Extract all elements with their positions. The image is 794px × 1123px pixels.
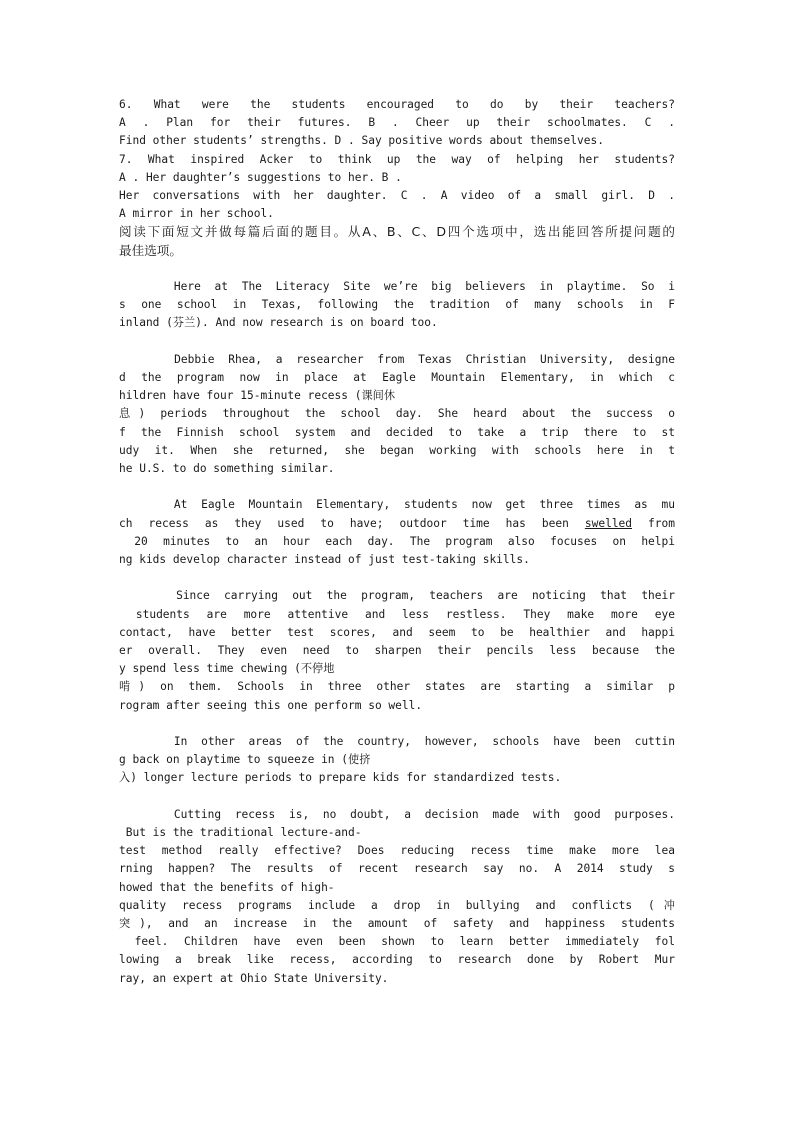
question-7-options-line-3: A mirror in her school.	[119, 207, 274, 221]
passage-paragraph-4	[119, 587, 675, 714]
paragraph-line: 啃) on them. Schools in three other states are starting a similar p	[119, 680, 675, 694]
paragraph-line: udy it. When she returned, she began working with schools here in t	[119, 443, 675, 457]
paragraph-line: lowing a break like recess, according to research done by Robert Mur	[119, 953, 675, 967]
paragraph-line: he U.S. to do something similar.	[119, 462, 335, 476]
paragraph-line: er overall. They even need to sharpen their pencils less because the	[119, 644, 675, 658]
question-6-options-line-1: A . Plan for their futures. B . Cheer up their schoolmates. C .	[119, 116, 675, 130]
paragraph-line: 20 minutes to an hour each day. The program also focuses on helpi	[119, 534, 675, 548]
paragraph-line: Since carrying out the program, teachers are noticing that their	[119, 589, 675, 603]
underlined-word: swelled	[584, 516, 633, 530]
question-6-options-line-2: Find other students’ strengths. D . Say positive words about themselves.	[119, 134, 604, 148]
paragraph-line: quality recess programs include a drop in bullying and conflicts (冲	[119, 898, 675, 912]
passage-paragraph-5	[119, 733, 675, 788]
question-7-options-line-2: Her conversations with her daughter. C . A video of a small girl. D .	[119, 189, 675, 203]
instruction-line-2: 最佳选项。	[119, 242, 182, 258]
paragraph-line: At Eagle Mountain Elementary, students now get three times as mu	[119, 498, 675, 512]
paragraph-line: ng kids develop character instead of just test-taking skills.	[119, 553, 530, 567]
paragraph-line: In other areas of the country, however, schools have been cuttin	[119, 735, 675, 749]
text-segment: ch recess as they used to have; outdoor time has been	[119, 516, 585, 530]
paragraph-line: rogram after seeing this one perform so well.	[119, 698, 423, 712]
paragraph-line: Here at The Literacy Site we’re big believers in playtime. So i	[119, 280, 675, 294]
paragraph-line: 突), and an increase in the amount of safety and happiness students	[119, 917, 675, 931]
paragraph-line: f the Finnish school system and decided to take a trip there to st	[119, 425, 675, 439]
paragraph-line: 入) longer lecture periods to prepare kids for standardized tests.	[119, 771, 562, 785]
paragraph-line: But is the traditional lecture-and-	[119, 826, 362, 840]
paragraph-line: 息) periods throughout the school day. She heard about the success o	[119, 407, 675, 421]
paragraph-line: students are more attentive and less restless. They make more eye	[119, 607, 675, 621]
paragraph-line: howed that the benefits of high-	[119, 880, 335, 894]
paragraph-line: rning happen? The results of recent research say no. A 2014 study s	[119, 862, 675, 876]
paragraph-line: g back on playtime to squeeze in (使挤	[119, 753, 371, 767]
question-7-stem: 7. What inspired Acker to think up the way of helping her students?	[119, 152, 675, 166]
paragraph-line: s one school in Texas, following the tradition of many schools in F	[119, 298, 675, 312]
question-6-stem: 6. What were the students encouraged to do by their teachers?	[119, 98, 675, 111]
passage-paragraph-2	[119, 351, 675, 478]
paragraph-line: ray, an expert at Ohio State University.	[119, 971, 389, 985]
paragraph-line: Cutting recess is, no doubt, a decision made with good purposes.	[119, 807, 675, 821]
paragraph-line: contact, have better test scores, and seem to be healthier and happi	[119, 625, 675, 639]
paragraph-line: inland (芬兰). And now research is on board too.	[119, 316, 438, 330]
paragraph-line: hildren have four 15-minute recess (课间休	[119, 389, 396, 403]
passage-paragraph-3	[119, 496, 675, 569]
question-6	[119, 96, 675, 151]
passage-paragraph-1	[119, 278, 675, 333]
paragraph-line: feel. Children have even been shown to learn better immediately fol	[119, 935, 675, 949]
paragraph-line: d the program now in place at Eagle Mountain Elementary, in which c	[119, 371, 675, 385]
text-segment: from	[632, 516, 675, 530]
document-page	[119, 96, 675, 988]
passage-paragraph-6	[119, 806, 675, 988]
paragraph-line: test method really effective? Does reducing recess time make more lea	[119, 844, 675, 858]
instruction-line-1: 阅读下面短文并做每篇后面的题目。从A、B、C、D四个选项中，选出能回答所提问题的	[119, 224, 675, 240]
question-7	[119, 151, 675, 224]
reading-instruction	[119, 223, 675, 259]
paragraph-line: y spend less time chewing (不停地	[119, 662, 335, 676]
question-7-options-line-1: A . Her daughter’s suggestions to her. B .	[119, 170, 402, 184]
paragraph-line: Debbie Rhea, a researcher from Texas Christian University, designe	[119, 352, 675, 366]
paragraph-line-with-underline	[119, 515, 675, 533]
